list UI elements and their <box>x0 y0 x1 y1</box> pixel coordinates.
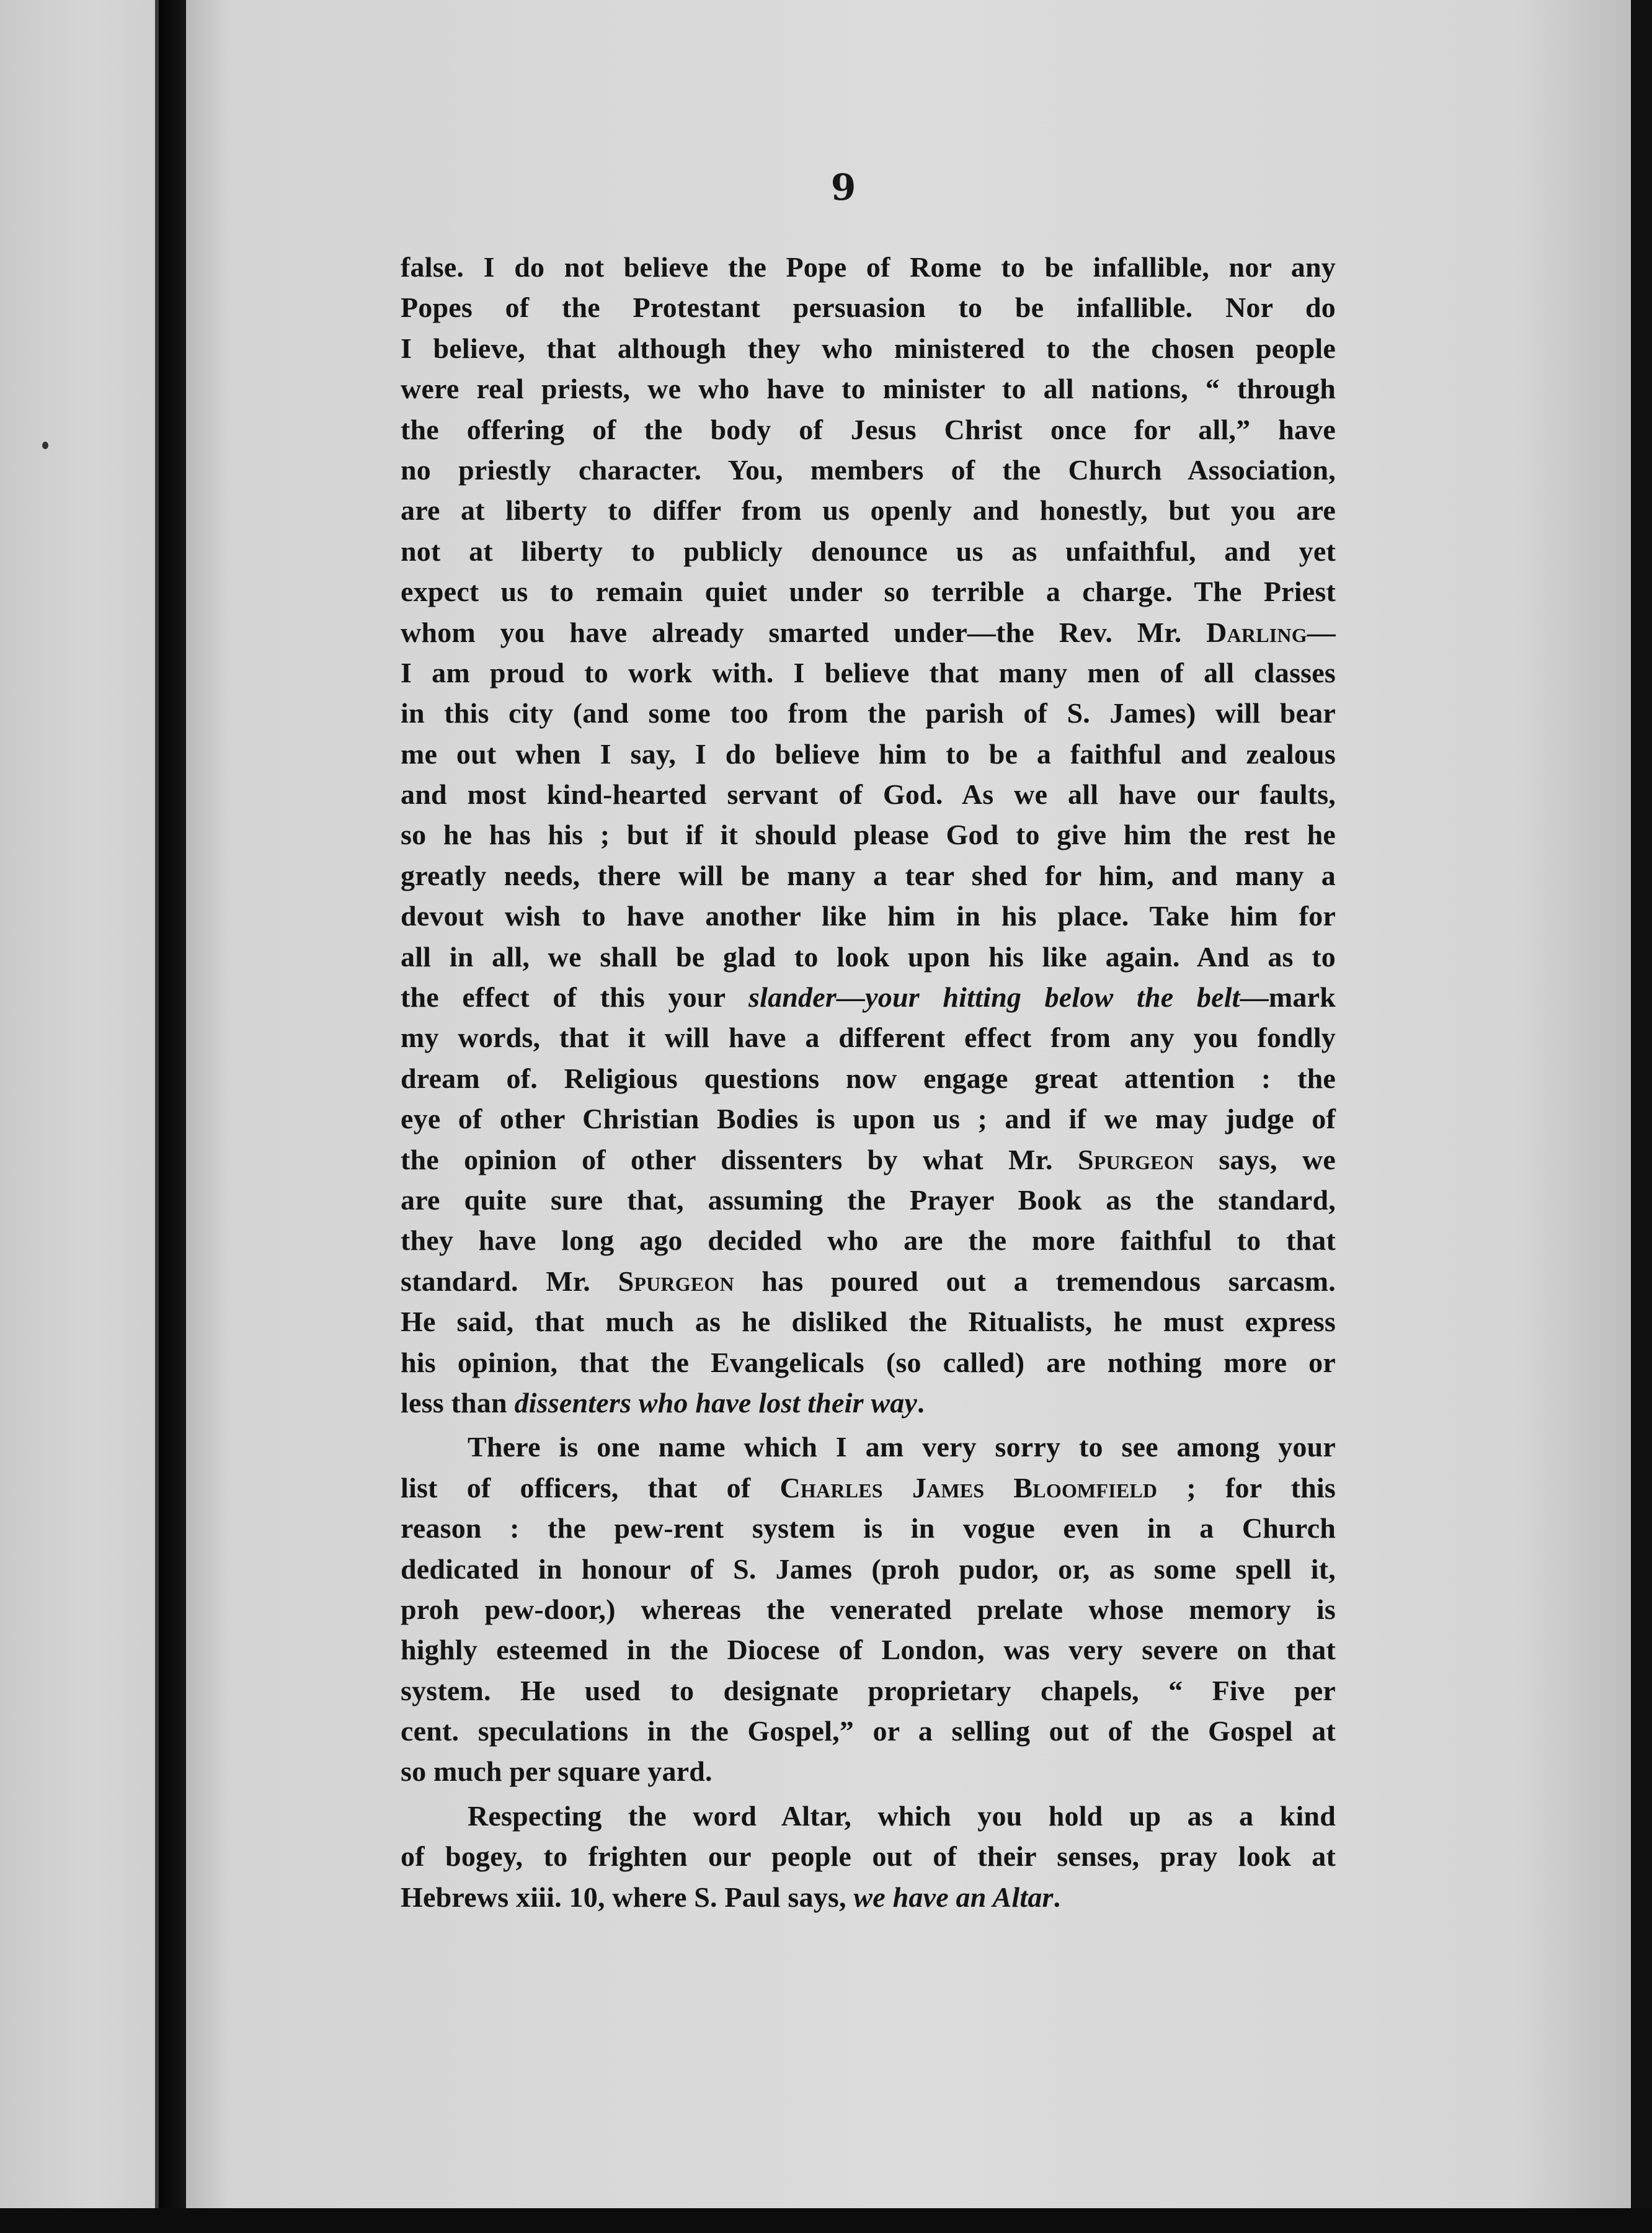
text-line <box>401 1877 1336 1917</box>
text-run: has poured out a tremendous sarcasm. <box>734 1265 1336 1297</box>
text-run: — <box>1307 616 1336 648</box>
body-text <box>401 247 1336 1917</box>
text-run: —mark <box>1240 981 1336 1014</box>
text-run: ; for this <box>1157 1471 1336 1504</box>
name-bloomfield: Charles James Bloomfield <box>779 1471 1158 1504</box>
scan-right-border <box>1631 0 1652 2233</box>
text-run: standard. Mr. <box>401 1265 618 1297</box>
text-line <box>401 1383 1336 1423</box>
text-line: they have long ago decided who are the more faithful to that <box>401 1224 1336 1257</box>
ink-speck <box>42 442 48 449</box>
text-line: Popes of the Protestant persuasion to be infallible. Nor do <box>401 292 1336 324</box>
text-run: whom you have already smarted under—the Rev. Mr. <box>401 616 1207 648</box>
text-run: . <box>1053 1881 1061 1913</box>
text-line <box>401 1261 1336 1301</box>
text-run: says, we <box>1194 1143 1336 1175</box>
binding-gutter <box>159 0 186 2233</box>
text-line: so much per square yard. <box>401 1755 713 1788</box>
page-number: 9 <box>830 166 856 208</box>
text-run: Hebrews xiii. 10, where S. Paul says, <box>401 1881 854 1913</box>
italic-altar: we have an Altar <box>853 1881 1054 1913</box>
text-line: proh pew-door,) whereas the venerated prelate whose memory is <box>401 1593 1336 1625</box>
text-line: I am proud to work with. I believe that many men of all classes <box>401 656 1336 689</box>
text-line: system. He used to designate proprietary chapels, “ Five per <box>401 1674 1336 1706</box>
text-run: . <box>917 1386 925 1419</box>
name-darling: Darling <box>1206 616 1307 648</box>
italic-slander: slander—your hitting below the belt <box>748 981 1240 1014</box>
name-spurgeon: Spurgeon <box>618 1265 734 1297</box>
text-line: dream of. Religious questions now engage great attention : the <box>401 1062 1336 1094</box>
text-line: are at liberty to differ from us openly and honestly, but you are <box>401 494 1336 527</box>
text-line: He said, that much as he disliked the Ritualists, he must express <box>401 1306 1336 1338</box>
text-line: me out when I say, I do believe him to be a faithful and zealous <box>401 738 1336 770</box>
text-line: in this city (and some too from the parish of S. James) will bear <box>401 697 1336 729</box>
text-line: so he has his ; but if it should please God to give him the rest he <box>401 819 1336 851</box>
text-run: the opinion of other dissenters by what Mr. <box>401 1143 1078 1175</box>
italic-dissenters: dissenters who have lost their way <box>514 1386 918 1419</box>
text-line: devout wish to have another like him in his place. Take him for <box>401 900 1336 932</box>
text-line: There is one name which I am very sorry to see among your <box>468 1431 1336 1463</box>
text-line <box>401 1468 1336 1508</box>
text-line: false. I do not believe the Pope of Rome to be infallible, nor any <box>401 251 1336 283</box>
text-line: reason : the pew-rent system is in vogue even in a Church <box>401 1512 1336 1544</box>
text-line: greatly needs, there will be many a tear shed for him, and many a <box>401 859 1336 891</box>
text-line <box>401 977 1336 1017</box>
text-line: Respecting the word Altar, which you hold up as a kind <box>468 1799 1336 1832</box>
text-line: dedicated in honour of S. James (proh pudor, or, as some spell it, <box>401 1553 1336 1585</box>
text-line: highly esteemed in the Diocese of London, was very severe on that <box>401 1634 1336 1666</box>
name-spurgeon: Spurgeon <box>1078 1143 1194 1175</box>
scan-bottom-border <box>0 2208 1652 2233</box>
text-line: my words, that it will have a different effect from any you fondly <box>401 1022 1336 1054</box>
text-line: I believe, that although they who ministered to the chosen people <box>401 332 1336 364</box>
text-line <box>401 1139 1336 1180</box>
text-run: the effect of this your <box>401 981 748 1014</box>
text-line: expect us to remain quiet under so terrible a charge. The Priest <box>401 576 1336 608</box>
text-line: his opinion, that the Evangelicals (so called) are nothing more or <box>401 1346 1336 1378</box>
text-line: not at liberty to publicly denounce us as unfaithful, and yet <box>401 535 1336 567</box>
text-run: less than <box>401 1386 515 1419</box>
text-line <box>401 612 1336 653</box>
text-run: list of officers, that of <box>401 1471 780 1504</box>
facing-page-edge <box>0 0 159 2233</box>
text-line: eye of other Christian Bodies is upon us ; and if we may judge of <box>401 1103 1336 1135</box>
text-line: are quite sure that, assuming the Prayer Book as the standard, <box>401 1183 1336 1216</box>
text-line: were real priests, we who have to minister to all nations, “ through <box>401 373 1336 405</box>
text-line: cent. speculations in the Gospel,” or a selling out of the Gospel at <box>401 1715 1336 1747</box>
text-line: the offering of the body of Jesus Christ once for all,” have <box>401 413 1336 445</box>
text-line: no priestly character. You, members of the Church Association, <box>401 453 1336 486</box>
text-line: of bogey, to frighten our people out of their senses, pray look at <box>401 1840 1336 1873</box>
text-line: and most kind-hearted servant of God. As we all have our faults, <box>401 778 1336 811</box>
text-line: all in all, we shall be glad to look upon his like again. And as to <box>401 940 1336 973</box>
